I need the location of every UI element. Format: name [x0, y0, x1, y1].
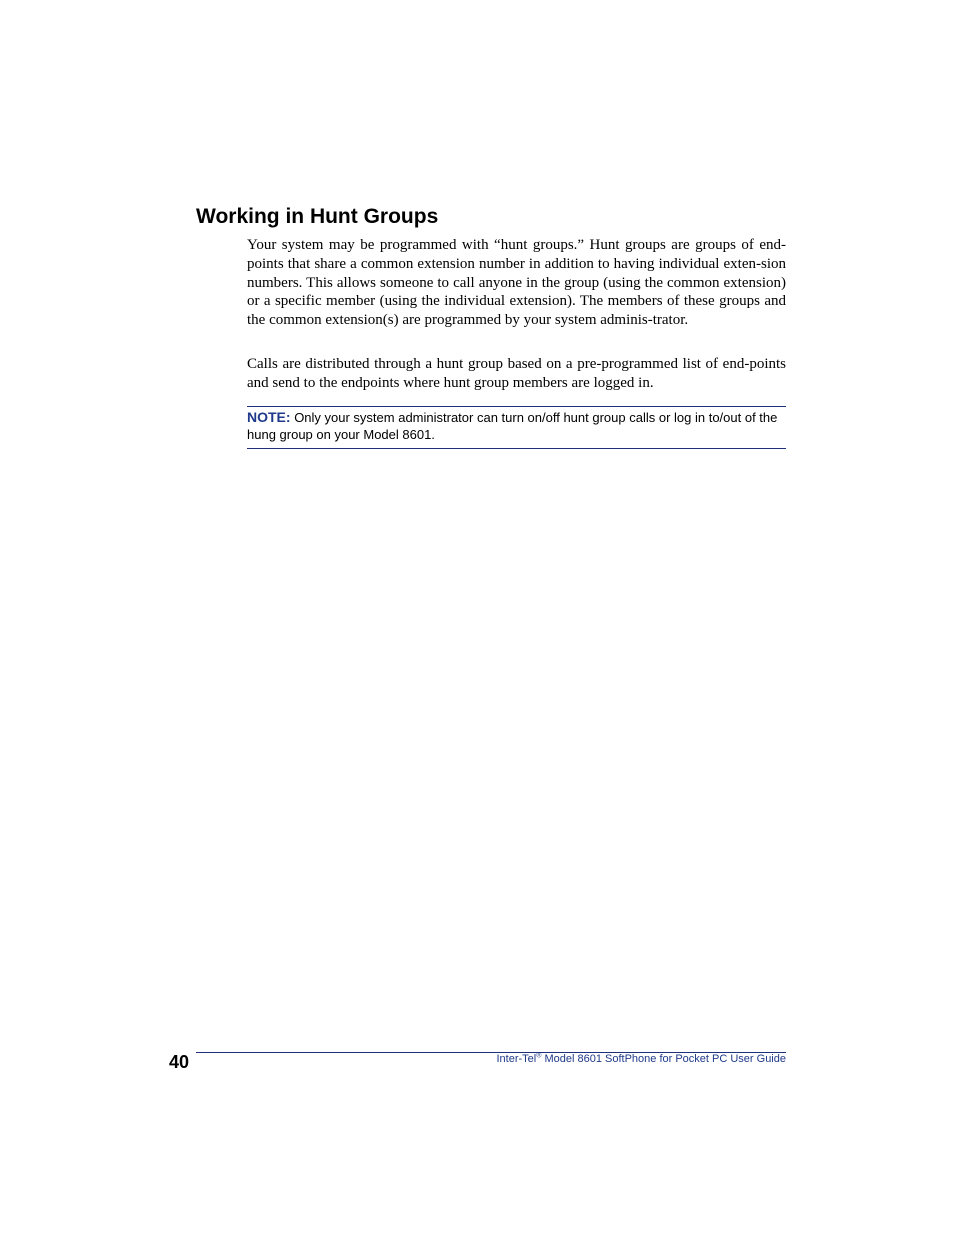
registered-mark: ® [536, 1052, 542, 1060]
note-label: NOTE: [247, 409, 291, 425]
footer-brand: Inter-Tel [496, 1053, 537, 1065]
body-paragraph-hunt-groups: Your system may be programmed with “hunt groups.” Hunt groups are groups of end-points that share a common extension number in addition to having individual exten-sion numbers. This allows someone to call anyone in the group (using the common extension) or a specific member (using the individual extension). The members of these groups and the common extension(s) are programmed by your system adminis-trator. [247, 237, 786, 329]
footer-guide-title [496, 1052, 786, 1066]
note-body: Only your system administrator can turn on/off hunt group calls or log in to/out of the hung group on your Model 8601. [247, 410, 778, 442]
body-paragraph-call-distribution: Calls are distributed through a hunt group based on a pre-programmed list of end-points and send to the endpoints where hunt group members are logged in. [247, 356, 786, 391]
note-text [247, 409, 786, 443]
note-box [247, 406, 786, 449]
section-title: Working in Hunt Groups [196, 205, 439, 228]
page-number: 40 [169, 1052, 190, 1072]
footer-guide-name: Model 8601 SoftPhone for Pocket PC User Guide [544, 1053, 786, 1065]
